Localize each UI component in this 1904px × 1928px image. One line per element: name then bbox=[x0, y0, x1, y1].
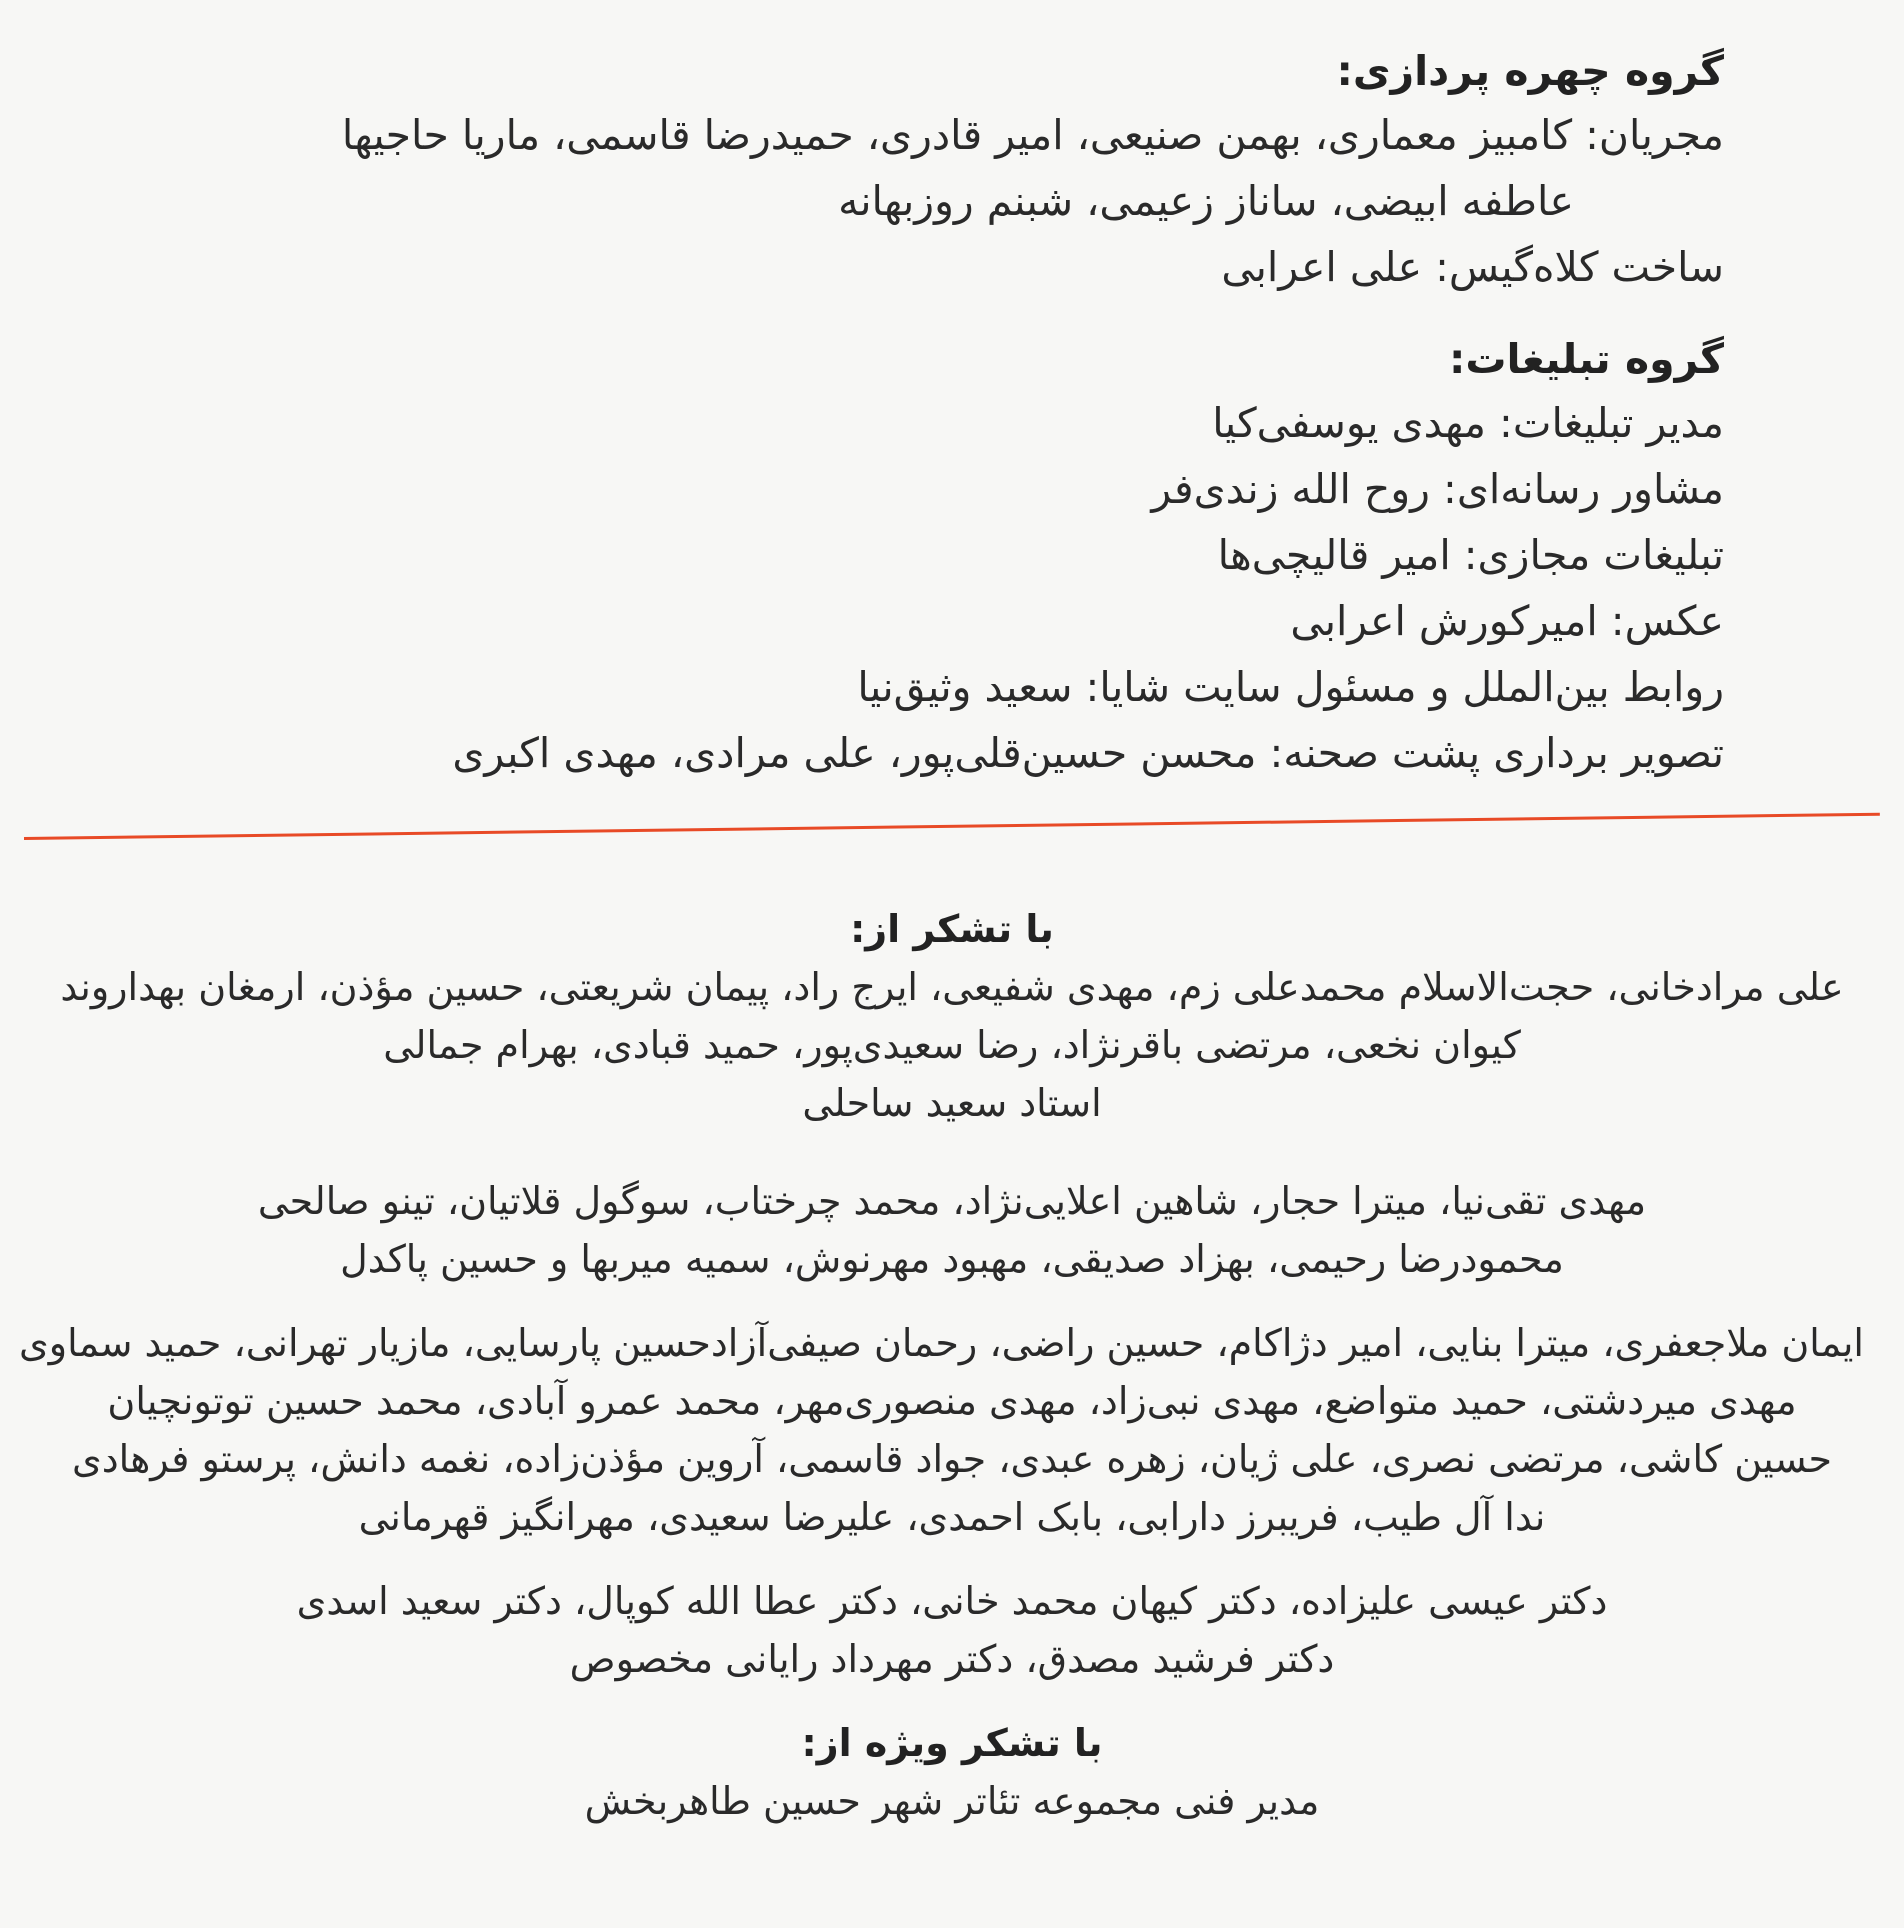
thanks-paragraph-1 bbox=[40, 958, 1864, 1132]
makeup-crew-line: مجریان: کامبیز معماری، بهمن صنیعی، امیر قادری، حمیدرضا قاسمی، ماریا حاجیها bbox=[341, 111, 1724, 159]
thanks-line: کیوان نخعی، مرتضی باقرنژاد، رضا سعیدی‌پور، حمید قبادی، بهرام جمالی bbox=[383, 1023, 1521, 1067]
online-publicity-line: تبلیغات مجازی: امیر قالیچی‌ها bbox=[1217, 531, 1724, 579]
thanks-line: ایمان ملاجعفری، میترا بنایی، امیر دژاکام، حسین راضی، رحمان صیفی‌آزادحسین پارسایی، مازیار تهرانی، حمید سماوی bbox=[18, 1321, 1864, 1365]
thanks-line: مهدی میردشتی، حمید متواضع، مهدی نبی‌زاد، مهدی منصوری‌مهر، محمد عمرو آبادی، محمد حسین توتونچیان bbox=[107, 1379, 1797, 1423]
thanks-line: حسین کاشی، مرتضی نصری، علی ژیان، زهره عبدی، جواد قاسمی، آروین مؤذن‌زاده، نغمه دانش، پرستو فرهادی bbox=[72, 1437, 1832, 1481]
special-thanks-line: مدیر فنی مجموعه تئاتر شهر حسین طاهربخش bbox=[584, 1779, 1320, 1823]
wig-maker-line: ساخت کلاه‌گیس: علی اعرابی bbox=[1221, 243, 1724, 291]
special-thanks-heading: با تشکر ویژه از: bbox=[801, 1721, 1103, 1765]
thanks-line: ندا آل طیب، فریبرز دارابی، بابک احمدی، علیرضا سعیدی، مهرانگیز قهرمانی bbox=[358, 1495, 1546, 1539]
publicity-manager-line: مدیر تبلیغات: مهدی یوسفی‌کیا bbox=[1212, 399, 1724, 447]
photo-credit-line: عکس: امیرکورش اعرابی bbox=[1290, 597, 1724, 645]
thanks-heading: با تشکر از: bbox=[850, 907, 1054, 951]
makeup-crew-line-continued: عاطفه ابیضی، ساناز زعیمی، شبنم روزبهانه bbox=[838, 177, 1574, 225]
publicity-group-heading: گروه تبلیغات: bbox=[1448, 335, 1724, 383]
international-relations-line: روابط بین‌الملل و مسئول سایت شایا: سعید وثیق‌نیا bbox=[857, 663, 1724, 711]
behind-the-scenes-video-line: تصویر برداری پشت صحنه: محسن حسین‌قلی‌پور، علی مرادی، مهدی اکبری bbox=[452, 729, 1724, 777]
credits-top-section bbox=[224, 40, 1724, 786]
acknowledgements-section bbox=[18, 900, 1864, 1830]
thanks-line: دکتر فرشید مصدق، دکتر مهرداد رایانی مخصوص bbox=[569, 1637, 1335, 1681]
thanks-paragraph-4 bbox=[40, 1572, 1864, 1688]
thanks-line: مهدی تقی‌نیا، میترا حجار، شاهین اعلایی‌نژاد، محمد چرختاب، سوگول قلاتیان، تینو صالحی bbox=[257, 1179, 1647, 1223]
thanks-line: علی مرادخانی، حجت‌الاسلام محمدعلی زم، مهدی شفیعی، ایرج راد، پیمان شریعتی، حسین مؤذن، ارمغان بهداروند bbox=[60, 965, 1844, 1009]
thanks-line: استاد سعید ساحلی bbox=[802, 1081, 1102, 1125]
thanks-line: دکتر عیسی علیزاده، دکتر کیهان محمد خانی، دکتر عطا الله کوپال، دکتر سعید اسدی bbox=[296, 1579, 1608, 1623]
section-divider bbox=[24, 813, 1880, 840]
thanks-paragraph-3 bbox=[18, 1314, 1864, 1546]
thanks-paragraph-2 bbox=[40, 1172, 1864, 1288]
makeup-group-heading: گروه چهره پردازی: bbox=[1336, 47, 1724, 95]
thanks-line: محمودرضا رحیمی، بهزاد صدیقی، مهبود مهرنوش، سمیه میربها و حسین پاکدل bbox=[340, 1237, 1564, 1281]
media-advisor-line: مشاور رسانه‌ای: روح الله زندی‌فر bbox=[1151, 465, 1724, 513]
